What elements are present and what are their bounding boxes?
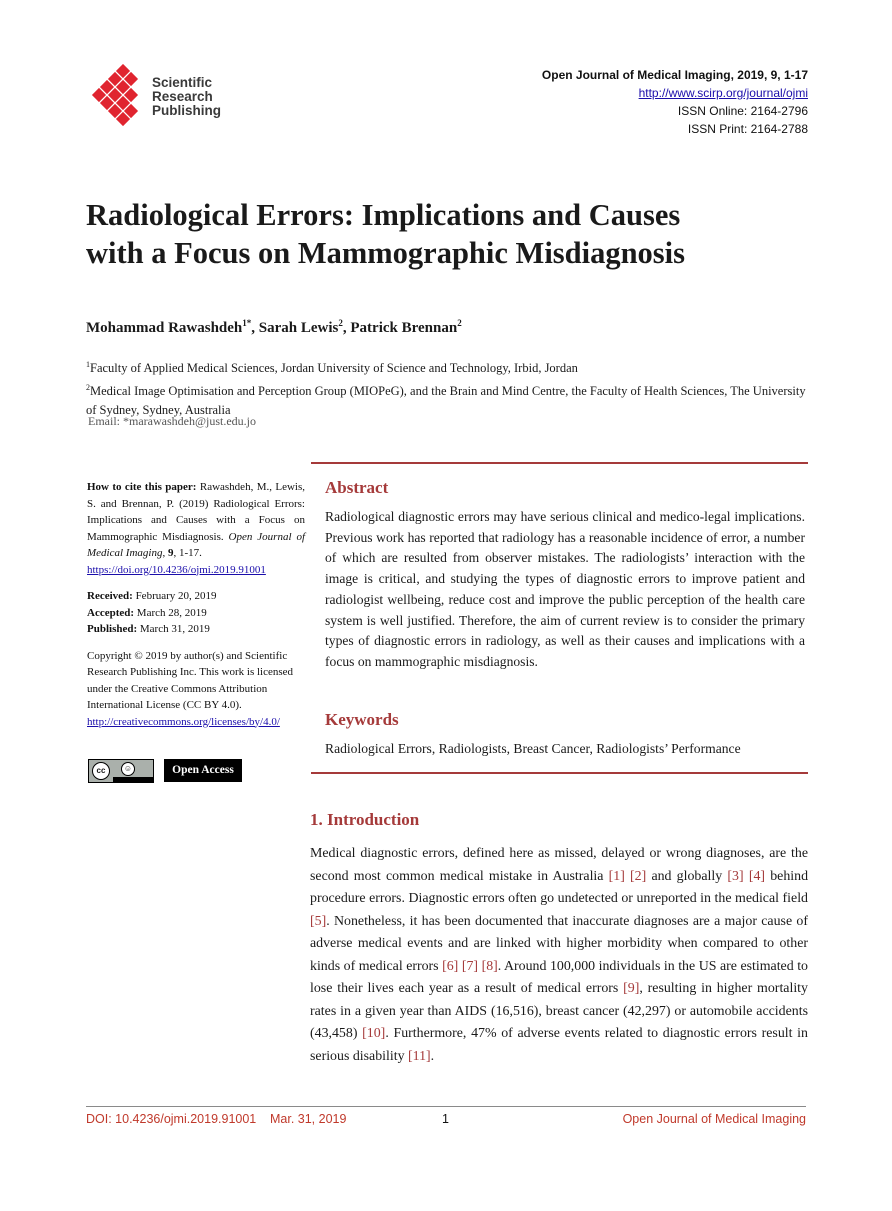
author-affil-marker: 2: [457, 318, 462, 328]
reference-link[interactable]: [6]: [442, 958, 459, 974]
reference-link[interactable]: [2]: [630, 868, 647, 884]
reference-link[interactable]: [3]: [727, 868, 744, 884]
keywords-text: Radiological Errors, Radiologists, Breast Cancer, Radiologists’ Performance: [325, 741, 741, 756]
abstract-text: Radiological diagnostic errors may have serious clinical and medico-legal implications. Previous work has reported that radiology has a reasonable incidence of error, a number of which are resulted from observer mistakes. The radiologists’ interaction with the image is critical, and studying the types of diagnostic errors to improve patient and radiologist wellbeing, reduce cost and improve the public perception of the health care system is well justified. Therefore, the aim of current review is to consider the primary types of diagnostic errors in radiology, as well as their causes and implications with a focus on mammographic misdiagnosis.: [325, 509, 805, 669]
reference-link[interactable]: [5]: [310, 913, 327, 929]
reference-link[interactable]: [11]: [408, 1048, 431, 1064]
paper-title: Radiological Errors: Implications and Causes with a Focus on Mammographic Misdiagnosis: [86, 198, 686, 270]
footer-doi: DOI: 10.4236/ojmi.2019.91001: [86, 1112, 257, 1126]
introduction-text: Medical diagnostic errors, defined here as missed, delayed or wrong diagnoses, are the second most common medical mistake in Australia [1] [2] and globally [3] [4] behind procedure errors. Diagnostic errors often go undetected or unreported in the medical field [5]. Nonetheless, it has been documented that inaccurate diagnoses are a major cause of adverse medical events and are linked with higher morbidity when compared to other kinds of medical errors [6] [7] [8]. Around 100,000 individuals in the US are estimated to lose their lives each year as a result of medical errors [9], resulting in higher mortality rates in a given year than AIDS (16,516), breast cancer (42,297) or automobile accidents (43,458) [10]. Furthermore, 47% of adverse events related to diagnostic errors result in serious disability [11].: [310, 846, 809, 1064]
issn-print: ISSN Print: 2164-2788: [687, 122, 808, 136]
citation-sidebar: [87, 479, 305, 730]
author-name: Patrick Brennan: [350, 320, 458, 336]
reference-link[interactable]: [10]: [362, 1026, 386, 1041]
cc-icon: cc: [92, 762, 110, 780]
reference-link[interactable]: [8]: [481, 958, 498, 974]
introduction-heading: 1. Introduction: [310, 810, 420, 829]
footer-rule: [86, 1106, 806, 1107]
reference-link[interactable]: [9]: [623, 981, 640, 996]
affiliations: [86, 355, 816, 420]
publisher-name: Scientific Research Publishing: [152, 75, 221, 118]
abstract-bottom-rule: [311, 772, 808, 774]
author-name: Mohammad Rawashdeh: [86, 320, 243, 336]
copyright-notice: Copyright © 2019 by author(s) and Scientific Research Publishing Inc. This work is licensed under the Creative Commons Attribution International License (CC BY 4.0). http://creativecommons.org/licenses/by/4.0/: [87, 649, 294, 728]
cc-by-badge-icon[interactable]: [88, 759, 154, 783]
affiliation: $^2$Medical Image Optimisation and Perception Group (MIOPeG), and the Brain and Mind Centre, the Faculty of Health Sciences, The University of Sydney, Sydney, Australia: [86, 383, 806, 418]
footer-date: Mar. 31, 2019: [270, 1112, 347, 1126]
issn-online: ISSN Online: 2164-2796: [677, 104, 808, 118]
license-badges: [88, 759, 242, 783]
doi-link[interactable]: https://doi.org/10.4236/ojmi.2019.91001: [87, 563, 266, 576]
reference-link[interactable]: [1]: [608, 868, 625, 884]
keywords-heading: Keywords: [325, 710, 399, 729]
journal-citation: Open Journal of Medical Imaging, 2019, 9, 1-17: [541, 68, 808, 82]
open-access-badge: Open Access: [164, 759, 242, 782]
page-number: 1: [442, 1112, 449, 1126]
contact-email: Email: *marawashdeh@just.edu.jo: [88, 414, 257, 428]
person-icon: ☺: [121, 762, 135, 776]
footer-journal: Open Journal of Medical Imaging: [622, 1112, 806, 1126]
journal-header: [542, 66, 808, 138]
scirp-logo-icon: [88, 64, 146, 130]
how-to-cite: How to cite this paper: Rawashdeh, M., Lewis, S. and Brennan, P. (2019) Radiological Errors: Implications and Causes with a Focus on Mammographic Misdiagnosis. Open Journal of Medical Imaging, 9, 1-17. https://doi.org/10.4236/ojmi.2019.91001: [87, 481, 305, 576]
author-list: Mohammad Rawashdeh$^{1*}$, Sarah Lewis$^2$, Patrick Brennan$^2$: [86, 318, 462, 336]
author-affil-marker: 1*: [242, 318, 252, 328]
journal-url-link[interactable]: http://www.scirp.org/journal/ojmi: [638, 86, 808, 100]
author-affil-marker: 2: [338, 318, 343, 328]
reference-link[interactable]: [4]: [748, 868, 766, 884]
affiliation: $^1$Faculty of Applied Medical Sciences, Jordan University of Science and Technology, Irbid, Jordan: [86, 360, 578, 376]
abstract-top-rule: [311, 462, 808, 464]
publication-dates: Received: February 20, 2019 Accepted: March 28, 2019 Published: March 31, 2019: [87, 590, 217, 635]
abstract-heading: Abstract: [325, 478, 389, 497]
reference-link[interactable]: [7]: [461, 958, 479, 974]
license-link[interactable]: http://creativecommons.org/licenses/by/4.0/: [87, 715, 280, 728]
author-name: Sarah Lewis: [258, 320, 339, 336]
